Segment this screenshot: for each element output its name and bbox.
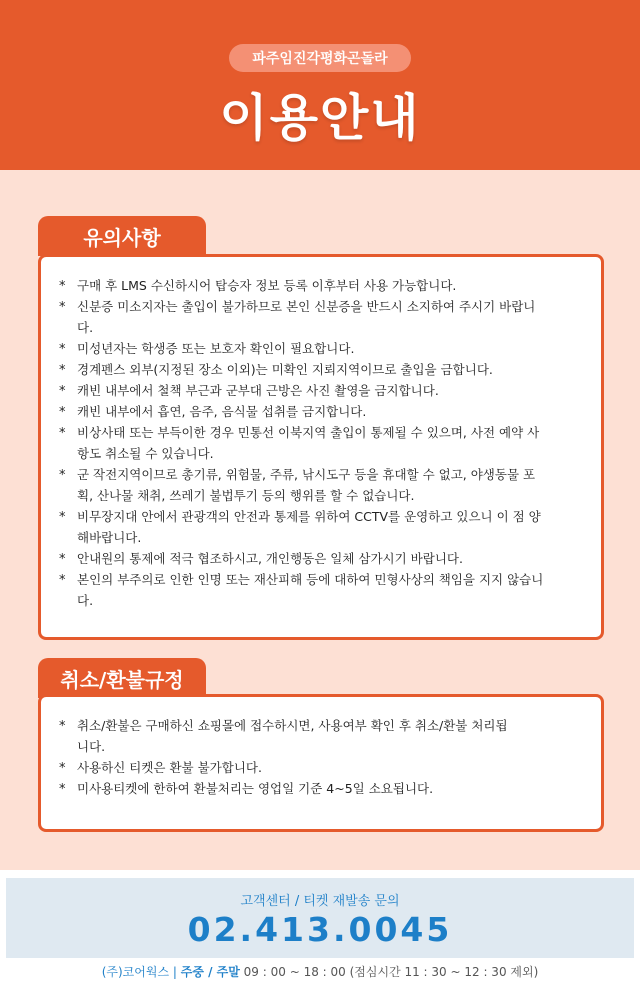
business-days: 주중 / 주말: [180, 965, 240, 979]
refund-list: [59, 715, 519, 799]
contact-box: [6, 878, 634, 958]
list-item: * 경계펜스 외부(지정된 장소 이외)는 미확인 지뢰지역이므로 출입을 금합니다.: [59, 359, 549, 380]
footer: [0, 870, 640, 992]
refund-heading-tab: [38, 658, 206, 698]
contact-phone-number[interactable]: 02.413.0045: [187, 910, 453, 949]
notice-heading: 유의사항: [83, 225, 161, 250]
notice-heading-tab: [38, 216, 206, 256]
business-time: 09 : 00 ~ 18 : 00: [243, 965, 346, 979]
notice-box: [38, 254, 604, 640]
business-hours: [0, 963, 640, 980]
company-name: (주)코어웍스 |: [101, 965, 177, 979]
refund-heading: 취소/환불규정: [60, 667, 184, 692]
list-item: * 미사용티켓에 한하여 환불처리는 영업일 기준 4~5일 소요됩니다.: [59, 778, 519, 799]
refund-box: [38, 694, 604, 832]
list-item: * 캐빈 내부에서 흡연, 음주, 음식물 섭취를 금지합니다.: [59, 401, 549, 422]
list-item: * 취소/환불은 구매하신 쇼핑몰에 접수하시면, 사용여부 확인 후 취소/환불 처리됩니다.: [59, 715, 519, 757]
lunch-break: (점심시간 11 : 30 ~ 12 : 30 제외): [349, 965, 539, 979]
list-item: * 캐빈 내부에서 철책 부근과 군부대 근방은 사진 촬영을 금지합니다.: [59, 380, 549, 401]
venue-name-pill: 파주임진각평화곤돌라: [229, 44, 411, 72]
notice-list: [59, 275, 549, 611]
contact-label: 고객센터 / 티켓 재발송 문의: [240, 894, 400, 909]
header-banner: [0, 0, 640, 170]
list-item: * 사용하신 티켓은 환불 불가합니다.: [59, 757, 519, 778]
list-item: * 본인의 부주의로 인한 인명 또는 재산피해 등에 대하여 민형사상의 책임을 지지 않습니다.: [59, 569, 549, 611]
list-item: * 신분증 미소지자는 출입이 불가하므로 본인 신분증을 반드시 소지하여 주시기 바랍니다.: [59, 296, 549, 338]
list-item: * 미성년자는 학생증 또는 보호자 확인이 필요합니다.: [59, 338, 549, 359]
list-item: * 구매 후 LMS 수신하시어 탑승자 정보 등록 이후부터 사용 가능합니다.: [59, 275, 549, 296]
page-title: 이용안내: [219, 89, 421, 147]
list-item: * 비상사태 또는 부득이한 경우 민통선 이북지역 출입이 통제될 수 있으며, 사전 예약 사항도 취소될 수 있습니다.: [59, 422, 549, 464]
list-item: * 안내원의 통제에 적극 협조하시고, 개인행동은 일체 삼가시기 바랍니다.: [59, 548, 549, 569]
list-item: * 비무장지대 안에서 관광객의 안전과 통제를 위하여 CCTV를 운영하고 있으니 이 점 양해바랍니다.: [59, 506, 549, 548]
list-item: * 군 작전지역이므로 총기류, 위험물, 주류, 낚시도구 등을 휴대할 수 없고, 야생동물 포획, 산나물 채취, 쓰레기 불법투기 등의 행위를 할 수 없습니다.: [59, 464, 549, 506]
